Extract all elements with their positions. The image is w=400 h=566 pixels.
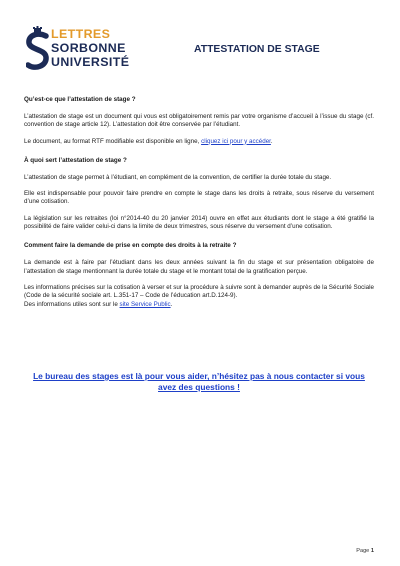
paragraph-request-procedure: La demande est à faire par l’étudiant dans les deux années suivant la fin du stage et sur présentation obligatoire de l’attestation de stage mentionnant la durée totale du stage et le montant total de la gratification perçue. [24,259,374,275]
paragraph-service-public [24,301,374,309]
paragraph-definition: L’attestation de stage est un document qui vous est obligatoirement remis par votre organisme d’accueil à l’issue du stage (cf. convention de stage article 12). L’attestation doit être conservée par l’étudiant. [24,113,374,129]
question-how-to-request: Comment faire la demande de prise en compte des droits à la retraite ? [24,242,237,250]
service-public-end: . [170,300,173,308]
online-document-end: . [270,137,273,145]
paragraph-social-security: Les informations précises sur la cotisation à verser et sur la procédure à suivre sont à demander auprès de la Sécurité Sociale (Code de la sécurité sociale art. L.351-17 – Code de l’éducation art.D.124-9). [24,283,374,300]
page-number [356,548,374,554]
sorbonne-logo [26,26,136,74]
paragraph-retirement-rights: Elle est indispensable pour pouvoir faire prendre en compte le stage dans les droits à retraite, sous réserve du versement d’une cotisation. [24,190,374,206]
paragraph-legislation: La législation sur les retraites (loi n°2014-40 du 20 janvier 2014) ouvre en effet aux étudiants dont le stage a été gratifié la possibilité de faire valider celui-ci dans la limite de deux trimestres, sous réserve du versement d’une cotisation. [24,214,374,231]
contact-bureau-link[interactable]: Le bureau des stages est là pour vous aider, n’hésitez pas à nous contacter si vous avez des questions ! [33,371,365,392]
question-purpose: À quoi sert l’attestation de stage ? [24,156,127,164]
logo-line-lettres: LETTRES [51,27,111,41]
logo-line-sorbonne: SORBONNE [51,41,126,55]
paragraph-purpose: L’attestation de stage permet à l’étudiant, en complément de la convention, de certifier la durée totale du stage. [24,173,332,181]
logo-wordmark [51,27,129,69]
document-title: ATTESTATION DE STAGE [194,44,320,55]
service-public-text: Des informations utiles sont sur le [24,300,120,308]
service-public-link[interactable]: site Service Public [119,300,171,308]
online-document-text: Le document, au format RTF modifiable est disponible en ligne, [24,137,202,145]
sorbonne-s-emblem-icon [26,26,50,72]
logo-line-universite: UNIVERSITÉ [51,55,130,69]
access-document-link[interactable]: cliquez ici pour y accéder [201,137,271,145]
page-label: Page [356,548,370,554]
document-body [24,96,374,309]
paragraph-online-document [24,138,374,146]
page-number-value: 1 [370,548,374,554]
question-what-is: Qu’est-ce que l’attestation de stage ? [24,96,136,103]
